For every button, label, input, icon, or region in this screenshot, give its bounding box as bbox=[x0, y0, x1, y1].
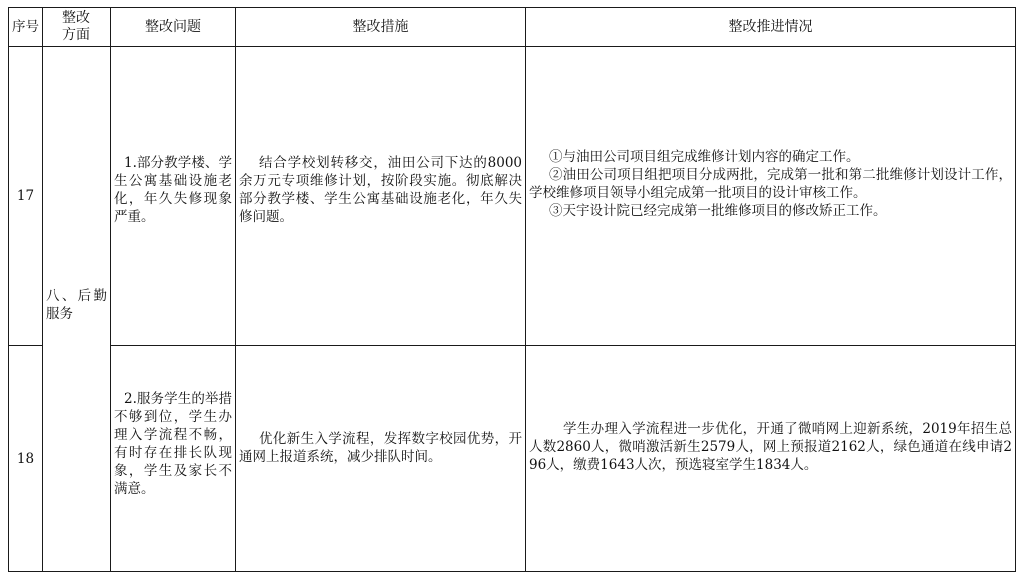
row-17-progress bbox=[526, 148, 1015, 220]
header-problem: 整改问题 bbox=[145, 19, 201, 35]
header-aspect: 整改方面 bbox=[62, 10, 90, 43]
row-17-problem: 1.部分教学楼、学生公寓基础设施老化，年久失修现象严重。 bbox=[114, 155, 232, 225]
row-18-progress-item-1: 学生办理入学流程进一步优化，开通了微哨网上迎新系统，2019年招生总人数2860人，微哨激活新生2579人，网上预报道2162人，绿色通道在线申请296人，缴费1643人次，预选寝室学生1834人。 bbox=[529, 421, 1012, 473]
row-17-progress-item-1: ①与油田公司项目组完成维修计划内容的确定工作。 bbox=[549, 149, 860, 165]
header-measure: 整改措施 bbox=[352, 19, 409, 35]
col-divider-4 bbox=[525, 7, 526, 572]
header-progress: 整改推进情况 bbox=[728, 19, 813, 35]
row-18-progress bbox=[526, 420, 1015, 474]
row-17-progress-item-3: ③天宇设计院已经完成第一批维修项目的修改矫正工作。 bbox=[549, 203, 887, 219]
aspect-cell: 八、后勤服务 bbox=[46, 288, 107, 322]
row-17-measure: 结合学校划转移交，油田公司下达的8000余万元专项维修计划，按阶段实施。彻底解决部分教学楼、学生公寓基础设施老化，年久失修问题。 bbox=[239, 155, 522, 225]
row-17-progress-item-2: ②油田公司项目组把项目分成两批，完成第一批和第二批维修计划设计工作，学校维修项目领导小组完成第一批项目的设计审核工作。 bbox=[529, 167, 1012, 201]
row-divider bbox=[110, 345, 1016, 346]
col-divider-3 bbox=[235, 7, 236, 572]
table-border-bottom bbox=[8, 571, 1016, 572]
row-18-measure: 优化新生入学流程，发挥数字校园优势，开通网上报道系统，减少排队时间。 bbox=[239, 431, 522, 465]
table-border-right bbox=[1015, 7, 1016, 572]
header-divider bbox=[8, 46, 1016, 47]
row-17-seq: 17 bbox=[16, 188, 35, 204]
header-seq: 序号 bbox=[12, 19, 39, 35]
row-18-seq: 18 bbox=[16, 450, 35, 467]
row-18-problem: 2.服务学生的举措不够到位，学生办理入学流程不畅，有时存在排长队现象，学生及家长不满意。 bbox=[114, 391, 232, 497]
